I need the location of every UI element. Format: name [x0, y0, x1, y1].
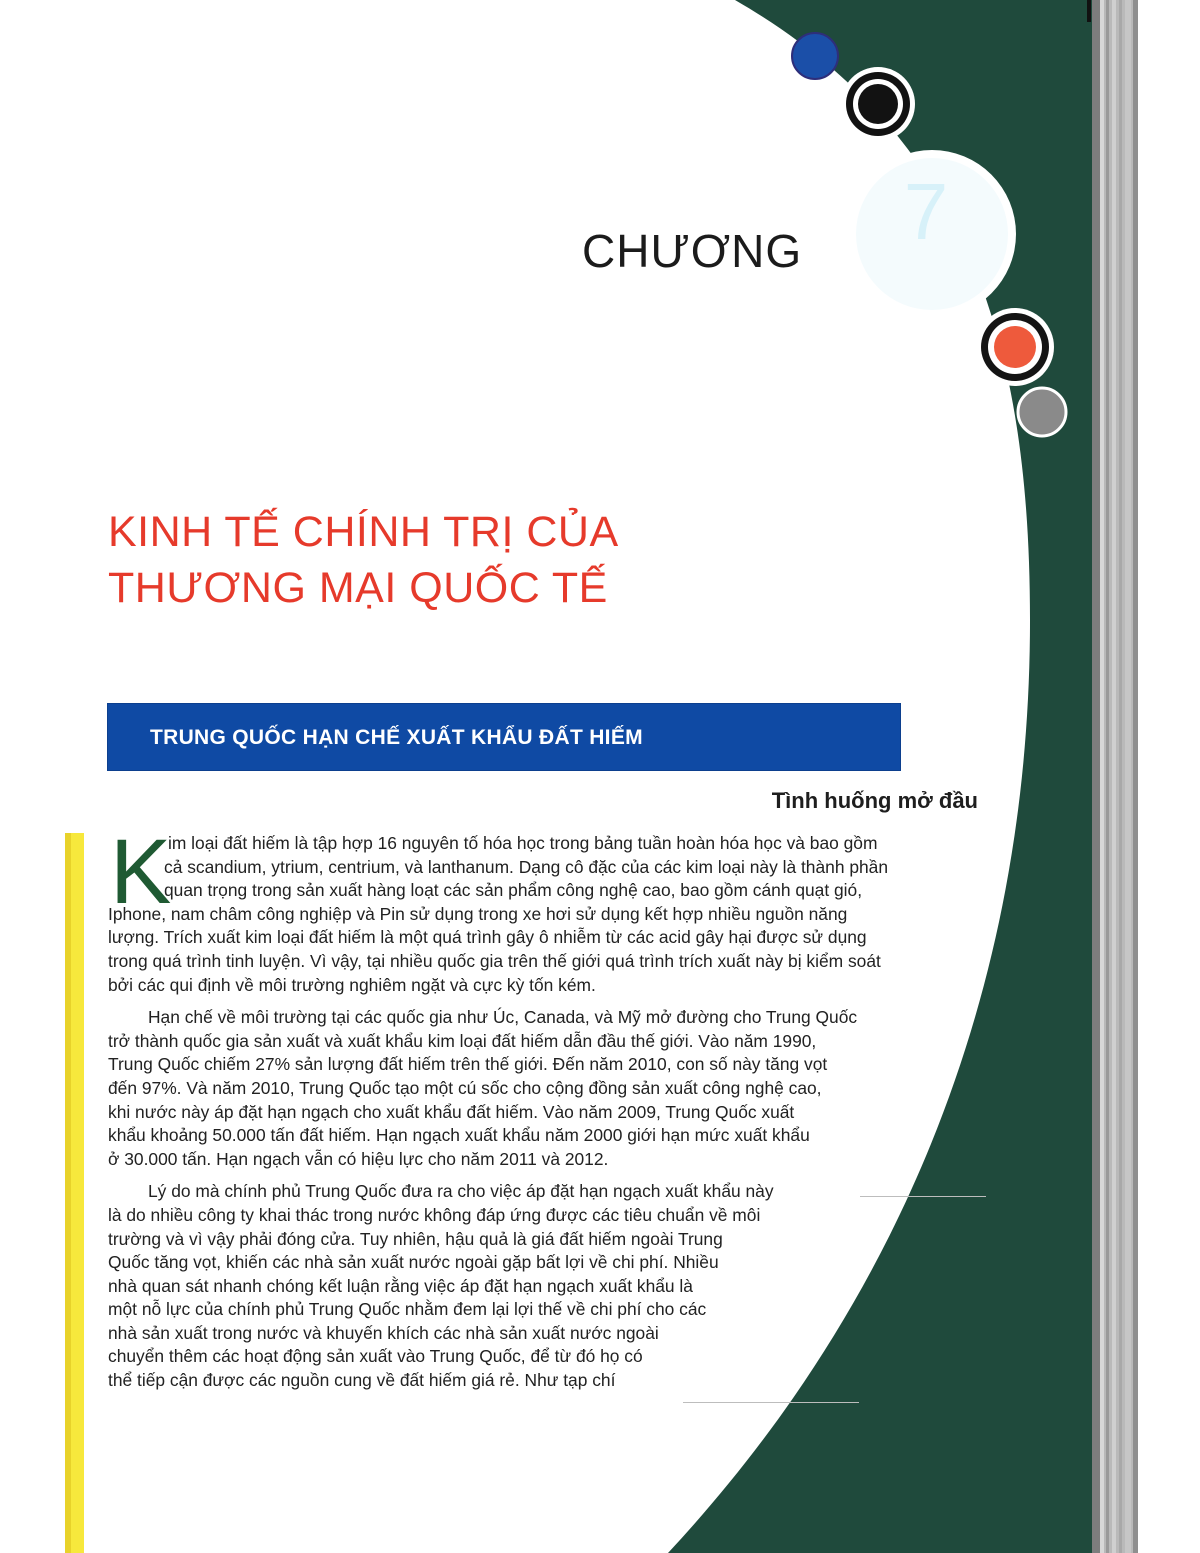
text-line: trở thành quốc gia sản xuất và xuất khẩu kim loại đất hiếm dẫn đầu thế giới. Vào năm 1990,	[108, 1030, 817, 1051]
text-line: Lý do mà chính phủ Trung Quốc đưa ra cho việc áp đặt hạn ngạch xuất khẩu này	[148, 1181, 774, 1202]
text-line: thể tiếp cận được các nguồn cung về đất hiếm giá rẻ. Như tạp chí	[108, 1370, 616, 1391]
text-line: ở 30.000 tấn. Hạn ngạch vẫn có hiệu lực cho năm 2011 và 2012.	[108, 1148, 609, 1169]
text-line: nhà sản xuất trong nước và khuyến khích các nhà sản xuất nước ngoài	[108, 1322, 659, 1343]
text-line: khẩu khoảng 50.000 tấn đất hiếm. Hạn ngạch xuất khẩu năm 2000 giới hạn mức xuất khẩu	[108, 1125, 810, 1146]
text-line: trong quá trình tinh luyện. Vì vậy, tại nhiều quốc gia trên thế giới quá trình trích xuất này bị kiểm soát	[108, 950, 881, 971]
chapter-title-line: THƯƠNG MẠI QUỐC TẾ	[108, 564, 608, 612]
paragraph	[108, 1006, 888, 1171]
text-line: im loại đất hiếm là tập hợp 16 nguyên tố hóa học trong bảng tuần hoàn hóa học và bao gồm	[168, 833, 878, 853]
divider-rule	[860, 1196, 986, 1197]
text-line: khi nước này áp đặt hạn ngạch cho xuất khẩu đất hiếm. Vào năm 2009, Trung Quốc xuất	[108, 1101, 795, 1122]
text-line: bởi các qui định về môi trường nghiêm ngặt và cực kỳ tốn kém.	[108, 974, 596, 995]
paragraph	[108, 1180, 888, 1392]
text-line: chuyển thêm các hoạt động sản xuất vào Trung Quốc, để từ đó họ có	[108, 1346, 643, 1367]
text-line: Quốc tăng vọt, khiến các nhà sản xuất nước ngoài gặp bất lợi về chi phí. Nhiều	[108, 1252, 719, 1273]
text-line: là do nhiều công ty khai thác trong nước không đáp ứng được các tiêu chuẩn về môi	[108, 1204, 761, 1225]
chapter-title-line: KINH TẾ CHÍNH TRỊ CỦA	[108, 508, 619, 556]
text-line: lượng. Trích xuất kim loại đất hiếm là một quá trình gây ô nhiễm từ các acid gây hại được sử dụng	[108, 927, 867, 948]
chapter-number: 7	[903, 167, 949, 256]
grey-circle-icon	[1018, 388, 1066, 436]
text-line: đến 97%. Và năm 2010, Trung Quốc tạo một cú sốc cho cộng đồng sản xuất công nghệ cao,	[108, 1077, 822, 1098]
drop-cap: K	[110, 821, 172, 923]
chapter-title	[108, 504, 748, 616]
case-banner	[108, 704, 900, 770]
text-line: cả scandium, ytrium, centrium, và lanthanum. Dạng cô đặc của các kim loại này là thành phần	[164, 856, 889, 877]
text-line: Trung Quốc chiếm 27% sản lượng đất hiếm trên thế giới. Đến năm 2010, con số này tăng vọt	[108, 1054, 828, 1075]
intro-label: Tình huống mở đầu	[771, 788, 978, 813]
body-text	[108, 832, 888, 1393]
text-line: một nỗ lực của chính phủ Trung Quốc nhằm đem lại lợi thế về chi phí cho các	[108, 1299, 707, 1320]
divider-rule	[683, 1402, 859, 1403]
blue-circle-icon	[792, 33, 838, 79]
text-line: quan trọng trong sản xuất hàng loạt các sản phẩm công nghệ cao, bao gồm cánh quạt gió,	[164, 880, 863, 901]
text-line: Hạn chế về môi trường tại các quốc gia như Úc, Canada, và Mỹ mở đường cho Trung Quốc	[148, 1007, 858, 1028]
text-line: Iphone, nam châm công nghiệp và Pin sử dụng trong xe hơi sử dụng kết hợp nhiều nguồn năng	[108, 903, 848, 924]
case-banner-text: TRUNG QUỐC HẠN CHẾ XUẤT KHẨU ĐẤT HIẾM	[150, 726, 643, 749]
chapter-label: CHƯƠNG	[582, 225, 803, 277]
text-line: nhà quan sát nhanh chóng kết luận rằng việc áp đặt hạn ngạch xuất khẩu là	[108, 1275, 693, 1296]
yellow-side-bar-edge	[65, 833, 71, 1553]
paragraph	[108, 832, 888, 997]
text-line: trường và vì vậy phải đóng cửa. Tuy nhiên, hậu quả là giá đất hiếm ngoài Trung	[108, 1228, 723, 1249]
